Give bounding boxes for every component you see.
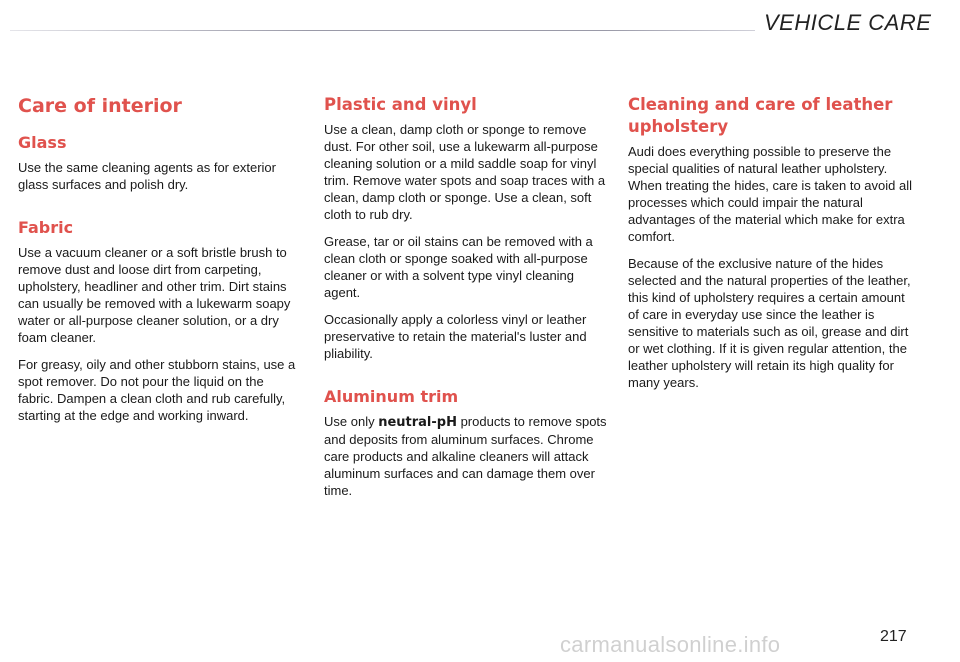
page-number: 217 — [880, 628, 907, 645]
leather-heading: Cleaning and care of leather upholstery — [628, 95, 893, 136]
running-header: VEHICLE CARE — [764, 10, 932, 35]
aluminum-trim-heading: Aluminum trim — [324, 387, 459, 406]
plastic-vinyl-heading: Plastic and vinyl — [324, 95, 477, 114]
column-middle — [324, 94, 607, 509]
column-right — [628, 94, 913, 401]
fabric-paragraph-2: For greasy, oily and other stubborn stains, use a spot remover. Do not pour the liquid on the fabric. Dampen a clean cloth and rub carefully, starting at the edge and working inward. — [18, 357, 296, 423]
page-title: Care of interior — [18, 95, 182, 117]
leather-paragraph-1: Audi does everything possible to preserve the special qualities of natural leather upholstery. When treating the hides, care is taken to avoid all processes which could impair the natural advantages of the material which make for extra comfort. — [628, 144, 912, 244]
plastic-paragraph-2: Grease, tar or oil stains can be removed with a clean cloth or sponge soaked with all-purpose cleaner or with a solvent type vinyl cleaning agent. — [324, 234, 593, 300]
leather-paragraph-2: Because of the exclusive nature of the hides selected and the natural properties of the leather, this kind of upholstery requires a certain amount of care in everyday use since the leather is sensitive to materials such as oil, grease and dirt or wet clothing. If it is given regular attention, the leather upholstery will retain its high quality for many years. — [628, 256, 911, 390]
column-left — [18, 94, 298, 434]
watermark: carmanualsonline.info — [560, 632, 781, 657]
glass-paragraph: Use the same cleaning agents as for exterior glass surfaces and polish dry. — [18, 160, 276, 192]
neutral-ph-emphasis: neutral-pH — [378, 415, 457, 430]
aluminum-text-post: products to remove spots and deposits from aluminum surfaces. Chrome care products and alkaline cleaners will attack aluminum surfaces and can damage them over time. — [324, 414, 607, 498]
header-rule — [10, 30, 755, 31]
fabric-paragraph-1: Use a vacuum cleaner or a soft bristle brush to remove dust and loose dirt from carpeting, upholstery, headliner and other trim. Dirt stains can usually be removed with a lukewarm soapy water or all-purpose cleaner solution, or a dry foam cleaner. — [18, 245, 291, 345]
aluminum-text-pre: Use only — [324, 414, 379, 429]
fabric-heading: Fabric — [18, 218, 74, 237]
plastic-paragraph-1: Use a clean, damp cloth or sponge to remove dust. For other soil, use a lukewarm all-purpose cleaning solution or a mild saddle soap for vinyl trim. Remove water spots and soap traces with a clean, damp cloth or sponge. Use a clean, soft cloth to rub dry. — [324, 122, 606, 222]
glass-heading: Glass — [18, 133, 67, 152]
plastic-paragraph-3: Occasionally apply a colorless vinyl or leather preservative to retain the material's luster and pliability. — [324, 312, 587, 361]
aluminum-paragraph — [324, 413, 607, 499]
